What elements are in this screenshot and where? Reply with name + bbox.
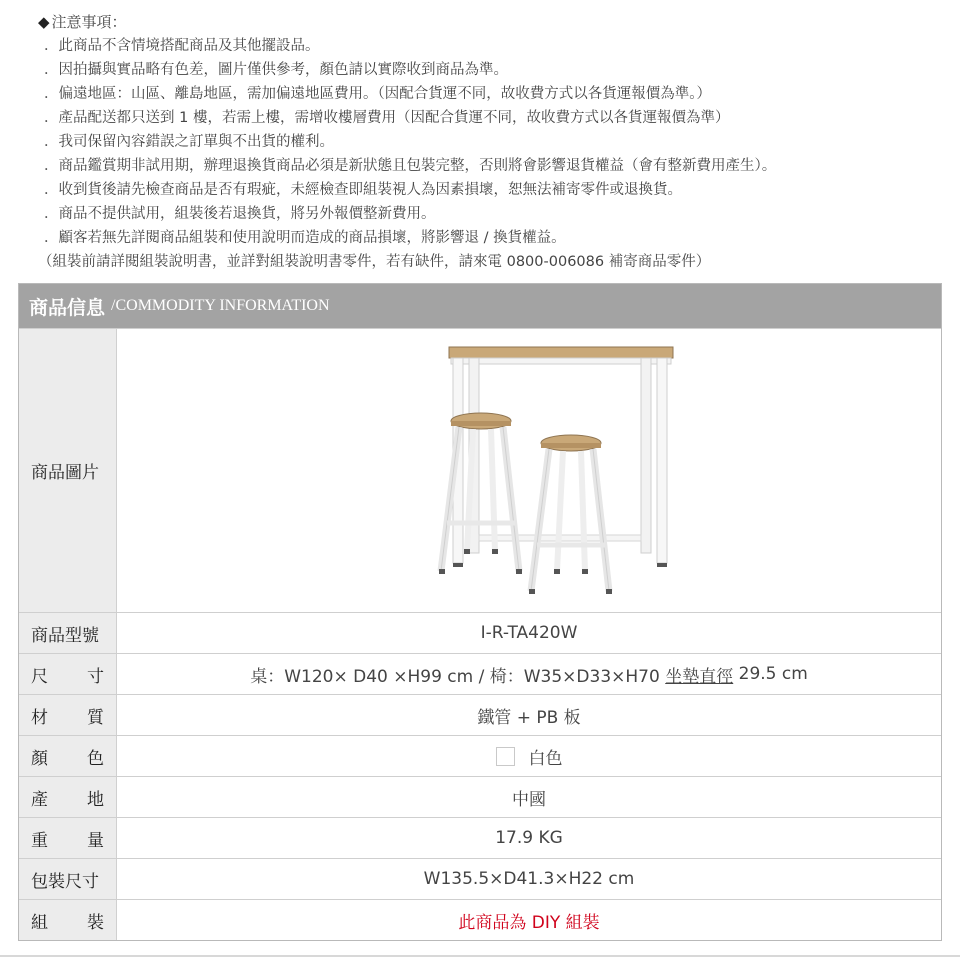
info-title-en: /COMMODITY INFORMATION [111, 297, 330, 314]
row-size [19, 653, 941, 694]
row-material [19, 694, 941, 735]
label-package-size: 包裝尺寸 [19, 859, 117, 899]
note-item: ．商品不提供試用，組裝後若退換貨，將另外報價整新費用。 [44, 206, 436, 222]
row-product-image [19, 328, 941, 612]
value-model: I-R-TA420W [480, 623, 578, 643]
row-color [19, 735, 941, 776]
note-item: ．我司保留內容錯誤之訂單與不出貨的權利。 [44, 134, 334, 150]
note-item: ．商品鑑賞期非試用期，辦理退換貨商品必須是新狀態且包裝完整，否則將會影響退貨權益（會有整新費用產生）。 [44, 158, 777, 174]
label-model: 商品型號 [19, 613, 117, 653]
value-assembly: 此商品為 DIY 組裝 [458, 912, 600, 933]
label-size: 尺 寸 [19, 654, 117, 694]
note-item: ．收到貨後請先檢查商品是否有瑕疵，未經檢查即組裝視人為因素損壞，恕無法補寄零件或退換貨。 [44, 182, 682, 198]
label-color: 顏 色 [19, 736, 117, 776]
info-title-zh: 商品信息 [29, 296, 106, 319]
value-size: 桌：W120× D40 ×H99 cm / 椅：W35×D33×H70 坐墊直徑 29.5 cm [250, 664, 808, 687]
note-item: ．此商品不含情境搭配商品及其他擺設品。 [44, 38, 320, 54]
label-origin: 產 地 [19, 777, 117, 817]
note-item: ．顧客若無先詳閱商品組裝和使用說明而造成的商品損壞，將影響退 / 換貨權益。 [44, 230, 566, 246]
note-item: ．因拍攝與實品略有色差，圖片僅供參考，顏色請以實際收到商品為準。 [44, 62, 508, 78]
row-package-size [19, 858, 941, 899]
row-origin [19, 776, 941, 817]
product-image [117, 329, 941, 612]
note-item: ．偏遠地區：山區、離島地區，需加偏遠地區費用。（因配合貨運不同，故收費方式以各貨運報價為準。） [44, 86, 711, 102]
diamond-bullet-icon: ◆ [38, 13, 50, 31]
value-package-size: W135.5×D41.3×H22 cm [423, 869, 635, 889]
value-weight: 17.9 KG [495, 828, 563, 848]
value-material: 鐵管 + PB 板 [477, 707, 581, 728]
notes-section [38, 10, 938, 274]
label-assembly: 組 裝 [19, 900, 117, 940]
label-material: 材 質 [19, 695, 117, 735]
row-model [19, 612, 941, 653]
label-weight: 重 量 [19, 818, 117, 858]
value-color: 白色 [117, 736, 941, 776]
bottom-divider [0, 955, 960, 957]
bar-table-stools-illustration [379, 341, 679, 601]
notes-footer: （組裝前請詳閱組裝說明書，並詳對組裝說明書零件，若有缺件，請來電 0800-006086 補寄商品零件） [38, 254, 711, 270]
label-product-image: 商品圖片 [19, 329, 117, 612]
bar-stool-icon [529, 435, 612, 594]
row-assembly [19, 899, 941, 940]
bar-stool-icon [439, 413, 522, 574]
note-item: ．產品配送都只送到 1 樓，若需上樓，需增收樓層費用（因配合貨運不同，故收費方式以各貨運報價為準） [44, 110, 730, 126]
color-swatch [496, 747, 515, 766]
row-weight [19, 817, 941, 858]
commodity-info-table [18, 283, 942, 941]
info-header [19, 284, 941, 328]
value-origin: 中國 [512, 789, 546, 810]
notes-title: ◆ 注意事項： [38, 13, 127, 31]
